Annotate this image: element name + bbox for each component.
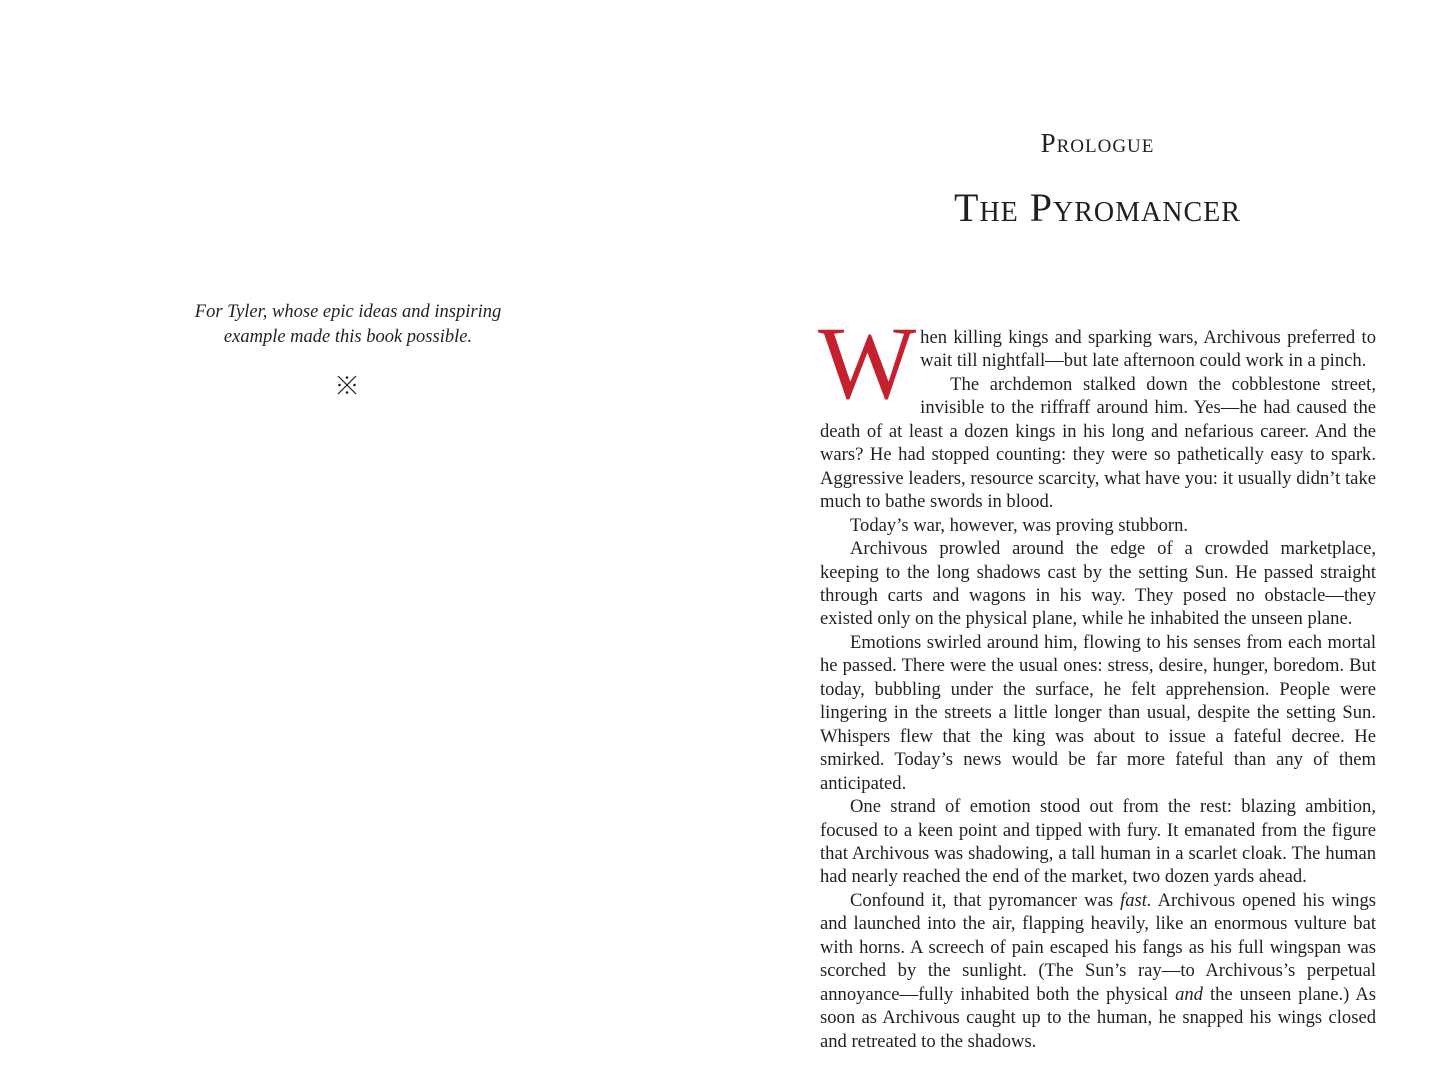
left-page <box>0 0 722 1084</box>
asterism-cross-icon <box>333 371 361 399</box>
paragraph-6: One strand of emotion stood out from the rest: blazing ambition, focused to a keen point and tipped with fury. It emanated from the figure that Archivous was shadowing, a tall human in a scarlet cloak. The human had nearly reached the end of the market, two dozen yards ahead. <box>820 796 1376 888</box>
drop-cap: W <box>818 306 917 421</box>
right-page <box>722 0 1445 1084</box>
chapter-label: Prologue <box>1040 128 1155 158</box>
emphasis-fast: fast. <box>1120 889 1152 911</box>
dedication <box>168 300 528 350</box>
chapter-body <box>818 306 1376 1053</box>
paragraph-1-text: hen killing kings and sparking wars, Archivous preferred to wait till nightfall—but late afternoon could work in a pinch. <box>920 327 1376 372</box>
paragraph-2: The archdemon stalked down the cobblestone street, invisible to the riffraff around him. Yes—he had caused the death of at least a dozen kings in his long and nefarious career. And the wars? He had stopped counting: they were so pathetically easy to spark. Aggressive leaders, resource scarcity, what have you: it usually didn’t take much to bathe swords in blood. <box>820 373 1376 513</box>
dedication-line-1: For Tyler, whose epic ideas and inspiring <box>194 302 502 322</box>
dedication-line-2: example made this book possible. <box>223 327 473 347</box>
paragraph-7-part-2: Archivous opened his wings and launched into the air, flapping heavily, like an enormous vulture bat with horns. A screech of pain escaped his fangs as his full wingspan was scorched by the sunlight. (The Sun’s ray—to Archivous’s perpetual annoyance—fully inhabited both the physical <box>820 889 1376 1005</box>
paragraph-5: Emotions swirled around him, flowing to his senses from each mortal he passed. There were the usual ones: stress, desire, hunger, boredom. But today, bubbling under the surface, he felt apprehension. People were lingering in the streets a little longer than usual, despite the setting Sun. Whispers flew that the king was about to issue a fateful decree. He smirked. Today’s news would be far more fateful than any of them anticipated. <box>820 631 1376 794</box>
paragraph-4: Archivous prowled around the edge of a crowded marketplace, keeping to the long shadows cast by the setting Sun. He passed straight through carts and wagons in his way. They posed no obstacle—they existed only on the physical plane, while he inhabited the unseen plane. <box>820 538 1376 630</box>
paragraph-7-part-1: Confound it, that pyromancer was <box>850 889 1121 911</box>
paragraph-1 <box>818 306 1376 421</box>
emphasis-and: and <box>1175 983 1203 1005</box>
chapter-title: The Pyromancer <box>954 185 1241 230</box>
paragraph-3: Today’s war, however, was proving stubborn. <box>850 514 1189 536</box>
paragraph-7 <box>820 889 1376 1053</box>
paragraph-7-part-3: the unseen plane.) As soon as Archivous caught up to the human, he snapped his wings closed and retreated to the shadows. <box>820 983 1376 1052</box>
